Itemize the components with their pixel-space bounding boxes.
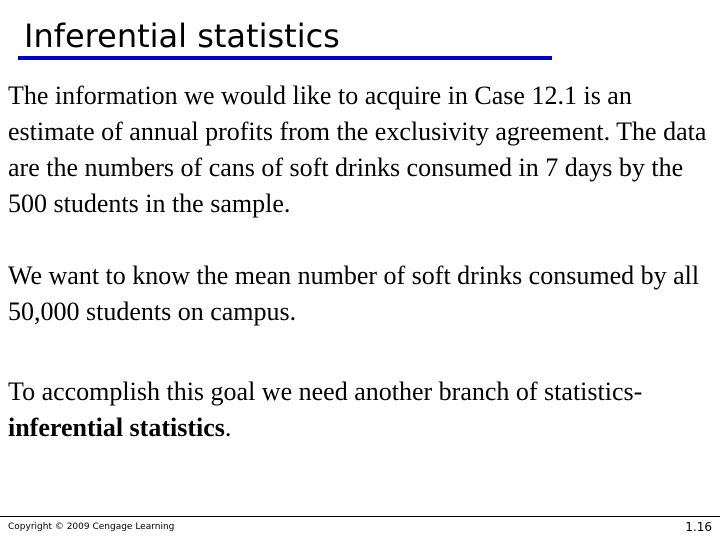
paragraph-case-description: The information we would like to acquire in Case 12.1 is an estimate of annual profits from the exclusivity agreement. The data are the numbers of cans of soft drinks consumed in 7 days by the 500 students in the sample.	[8, 81, 707, 218]
slide-number: 1.16	[685, 520, 712, 534]
inferential-statistics-term: inferential statistics	[8, 413, 225, 442]
paragraph-suffix-text: .	[224, 413, 232, 442]
paragraph-inferential-branch	[8, 374, 714, 446]
copyright-notice: Copyright © 2009 Cengage Learning	[8, 522, 175, 532]
title-underline	[18, 56, 552, 60]
footer-divider	[0, 516, 720, 517]
paragraph-prefix-text: To accomplish this goal we need another branch of statistics-	[8, 377, 643, 406]
paragraph-mean-goal: We want to know the mean number of soft drinks consumed by all 50,000 students on campus.	[8, 261, 700, 326]
slide-title: Inferential statistics	[24, 17, 340, 55]
